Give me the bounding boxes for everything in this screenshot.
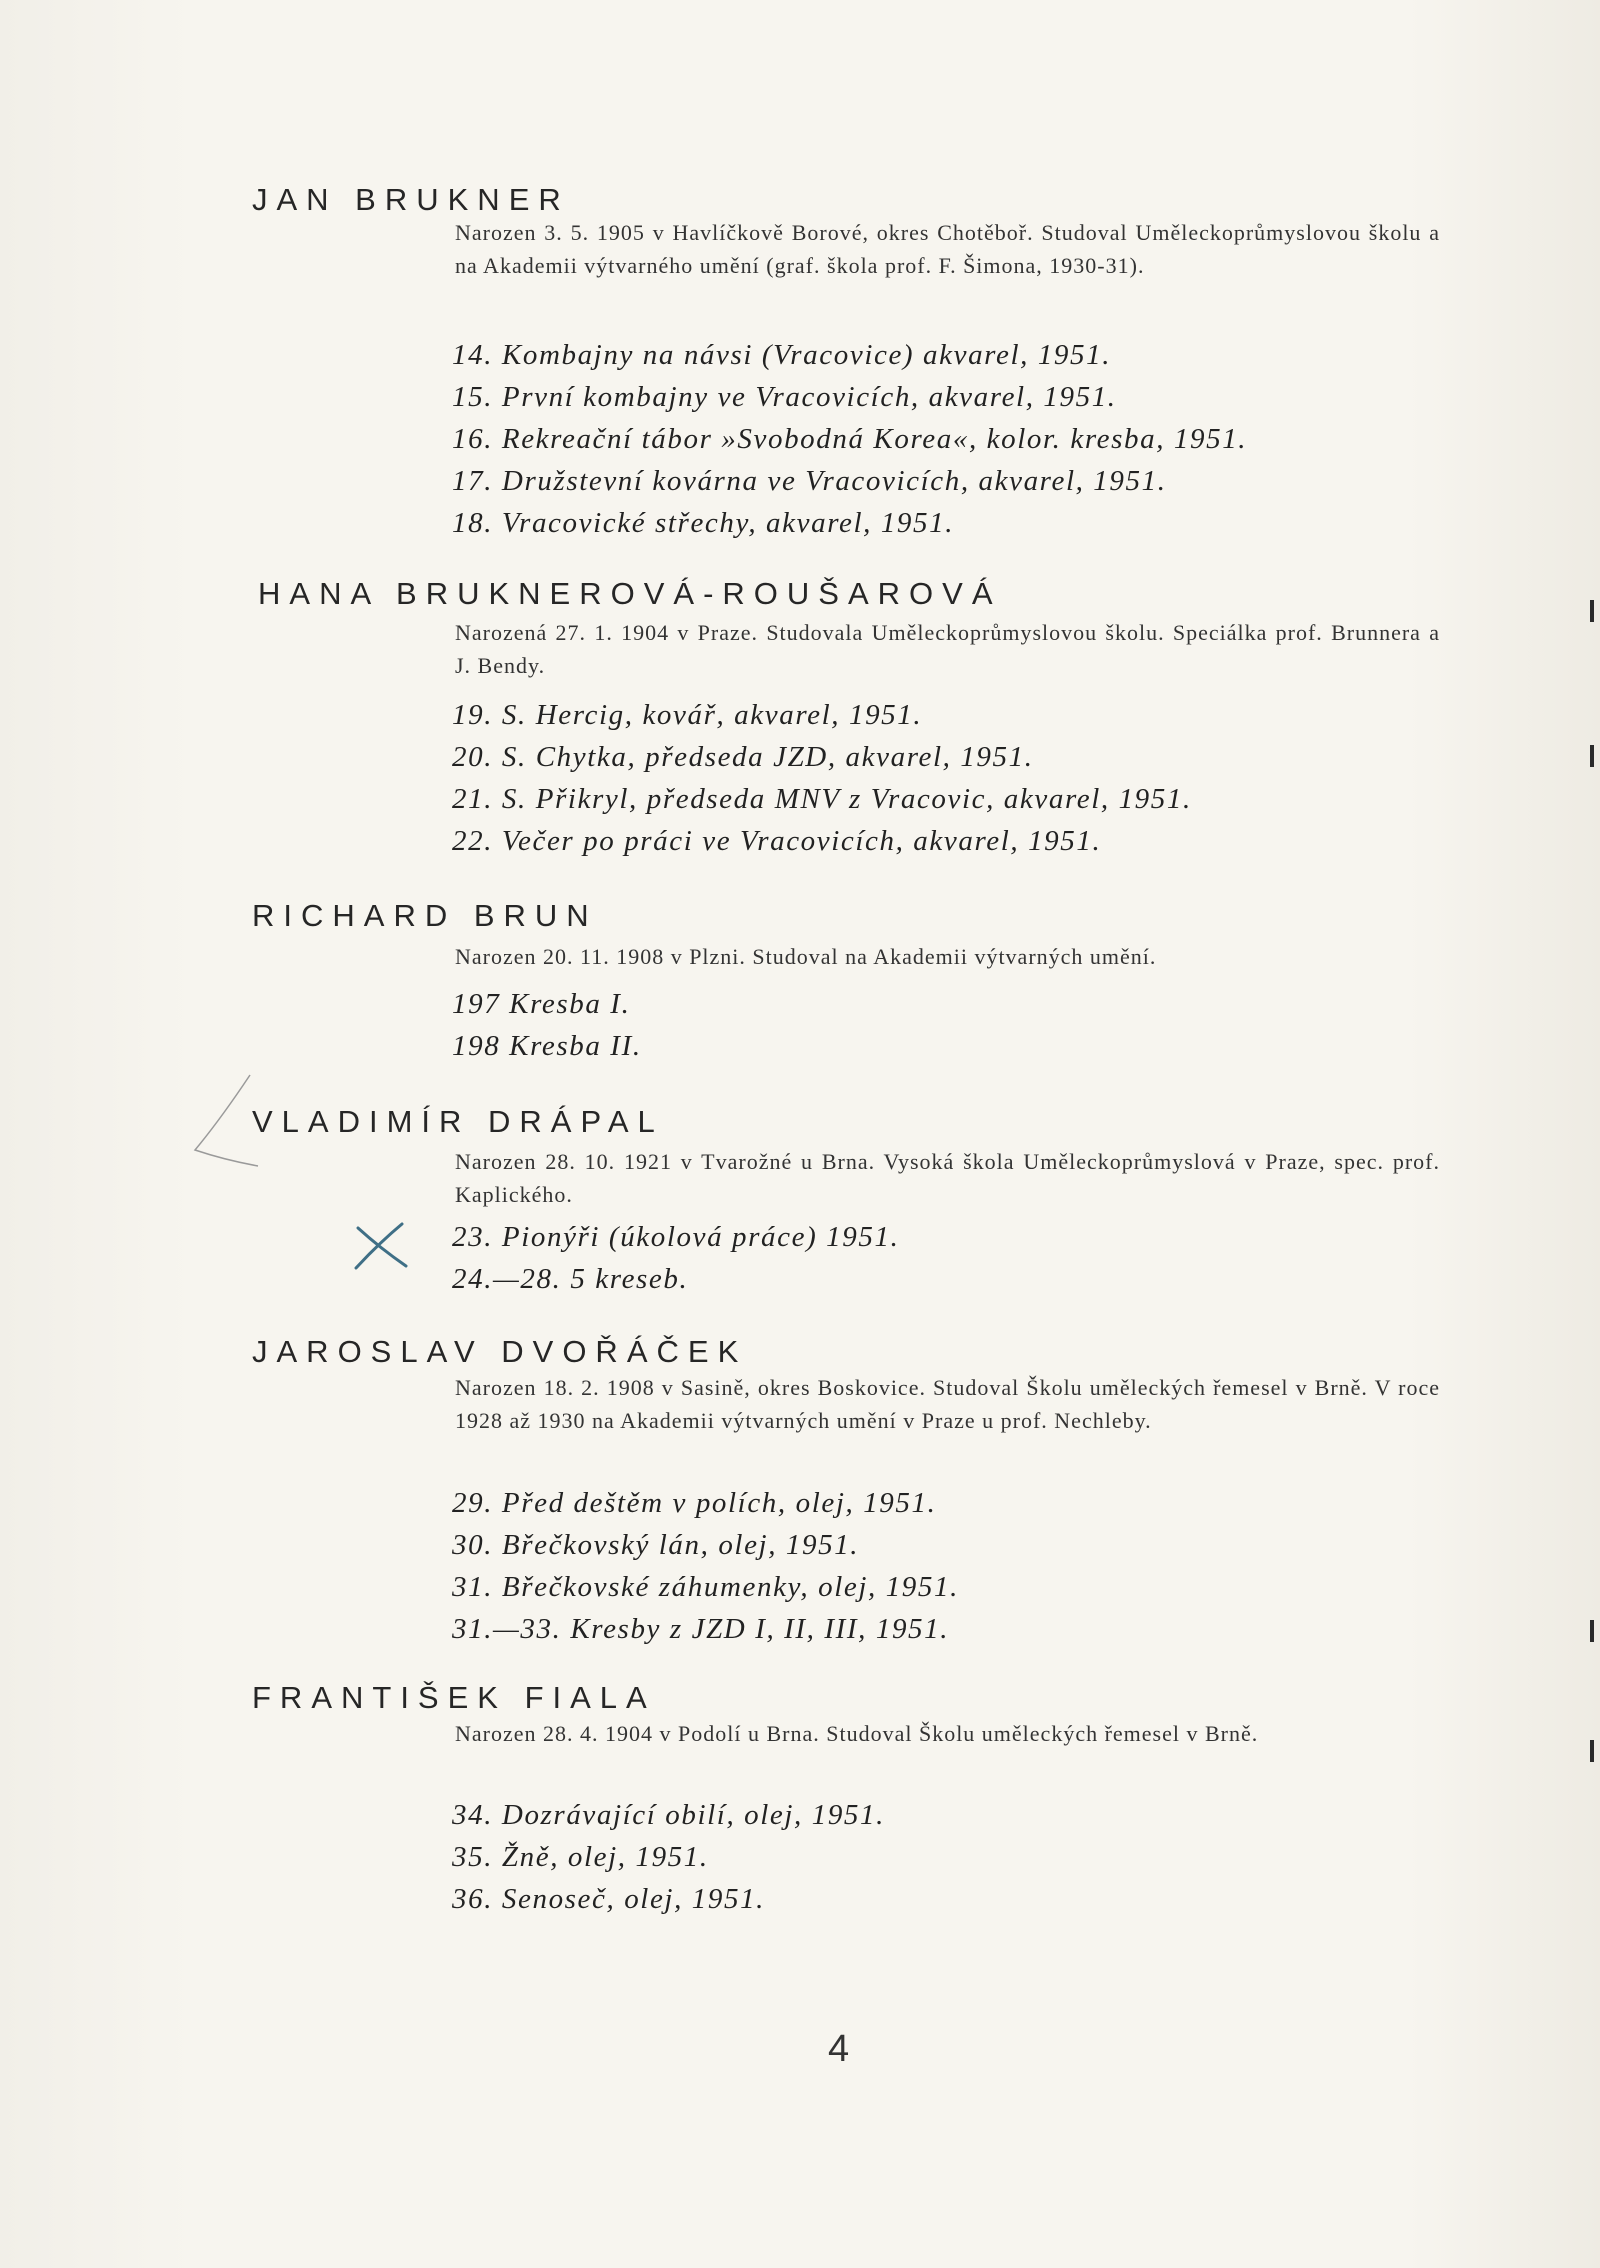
works-list [452, 694, 1192, 862]
work-item: 20. S. Chytka, předseda JZD, akvarel, 1951. [452, 741, 1034, 773]
page-edge-mark [1590, 1740, 1594, 1762]
work-item: 23. Pionýři (úkolová práce) 1951. [452, 1221, 900, 1253]
works-list [452, 1216, 899, 1300]
page-number: 4 [828, 2028, 850, 2070]
work-item: 18. Vracovické střechy, akvarel, 1951. [452, 507, 955, 539]
works-list [452, 1794, 885, 1920]
artist-bio: Narozen 28. 4. 1904 v Podolí u Brna. Studoval Školu uměleckých řemesel v Brně. [455, 1721, 1259, 1746]
works-list [452, 1482, 959, 1650]
cross-mark-icon [352, 1220, 410, 1272]
artist-name: JAN BRUKNER [252, 182, 570, 217]
pencil-mark [190, 1070, 260, 1170]
page-edge-mark [1590, 600, 1594, 622]
work-item: 24.—28. 5 kreseb. [452, 1263, 689, 1295]
page-edge-mark [1590, 745, 1594, 767]
artist-name: VLADIMÍR DRÁPAL [252, 1104, 664, 1139]
work-item: 29. Před deštěm v polích, olej, 1951. [452, 1487, 937, 1519]
artist-name: FRANTIŠEK FIALA [252, 1680, 656, 1715]
page-edge-mark [1590, 1620, 1594, 1642]
work-item: 34. Dozrávající obilí, olej, 1951. [452, 1799, 885, 1831]
work-item: 19. S. Hercig, kovář, akvarel, 1951. [452, 699, 923, 731]
work-item: 14. Kombajny na návsi (Vracovice) akvarel, 1951. [452, 339, 1112, 371]
work-item: 16. Rekreační tábor »Svobodná Korea«, kolor. kresba, 1951. [452, 423, 1248, 455]
artist-name: HANA BRUKNEROVÁ-ROUŠAROVÁ [258, 576, 1002, 611]
work-item: 31. Břečkovské záhumenky, olej, 1951. [452, 1571, 959, 1603]
works-list [452, 983, 642, 1067]
work-item: 36. Senoseč, olej, 1951. [452, 1883, 766, 1915]
work-item: 198 Kresba II. [452, 1030, 642, 1062]
work-item: 197 Kresba I. [452, 988, 631, 1020]
work-item: 35. Žně, olej, 1951. [452, 1841, 709, 1873]
work-item: 17. Družstevní kovárna ve Vracovicích, akvarel, 1951. [452, 465, 1167, 497]
artist-bio: Narozen 20. 11. 1908 v Plzni. Studoval na Akademii výtvarných umění. [455, 944, 1157, 969]
work-item: 21. S. Přikryl, předseda MNV z Vracovic, akvarel, 1951. [452, 783, 1192, 815]
work-item: 30. Břečkovský lán, olej, 1951. [452, 1529, 860, 1561]
artist-bio: Narozen 28. 10. 1921 v Tvarožné u Brna. Vysoká škola Uměleckoprůmyslová v Praze, spec. prof. Kaplického. [455, 1149, 1440, 1207]
artist-bio: Narozen 3. 5. 1905 v Havlíčkově Borové, okres Chotěboř. Studoval Uměleckoprůmyslovou školu a na Akademii výtvarného umění (graf. škola prof. F. Šimona, 1930-31). [455, 220, 1440, 278]
works-list [452, 334, 1247, 544]
artist-name: RICHARD BRUN [252, 898, 598, 933]
artist-name: JAROSLAV DVOŘÁČEK [252, 1334, 748, 1369]
artist-bio: Narozen 18. 2. 1908 v Sasině, okres Boskovice. Studoval Školu uměleckých řemesel v Brně. V roce 1928 až 1930 na Akademii výtvarných umění v Praze u prof. Nechleby. [455, 1375, 1440, 1433]
work-item: 31.—33. Kresby z JZD I, II, III, 1951. [452, 1613, 950, 1645]
work-item: 15. První kombajny ve Vracovicích, akvarel, 1951. [452, 381, 1117, 413]
artist-bio: Narozená 27. 1. 1904 v Praze. Studovala Uměleckoprůmyslovou školu. Speciálka prof. Brunnera a J. Bendy. [455, 620, 1440, 678]
work-item: 22. Večer po práci ve Vracovicích, akvarel, 1951. [452, 825, 1102, 857]
